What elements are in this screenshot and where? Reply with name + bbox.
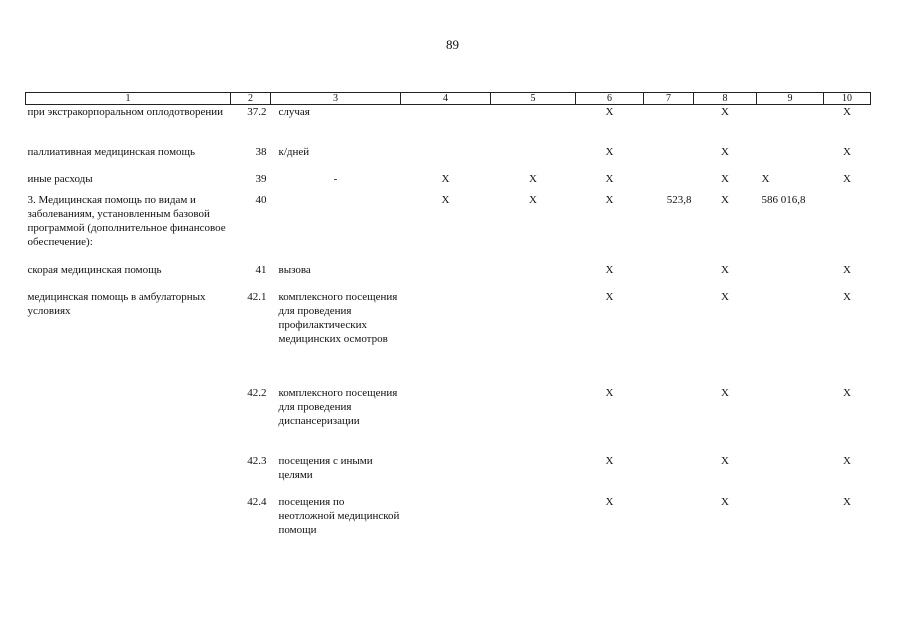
cell [757, 105, 824, 145]
cell [644, 454, 694, 495]
cell: X [605, 454, 614, 467]
cell [644, 105, 694, 145]
cell: X [843, 290, 851, 303]
row-code: 42.3 [247, 454, 267, 467]
cell [644, 386, 694, 454]
page-number: 89 [446, 37, 459, 52]
cell [644, 290, 694, 386]
cell: X [605, 193, 614, 206]
cell [757, 145, 824, 172]
cell: X [441, 172, 450, 185]
row-code: 41 [255, 263, 267, 276]
cell [757, 290, 824, 386]
unit-cell: - [333, 172, 338, 185]
cell [401, 454, 491, 495]
row-label: иные расходы [27, 172, 93, 185]
row-code: 42.4 [247, 495, 267, 508]
cell [491, 263, 576, 290]
row-code: 40 [255, 193, 267, 206]
cell [644, 495, 694, 555]
row-label [26, 495, 231, 555]
row-label [26, 386, 231, 454]
table-row [26, 290, 871, 386]
cell [491, 290, 576, 386]
row-label: скорая медицинская помощь [27, 263, 162, 276]
col-header: 6 [576, 93, 644, 105]
cell [401, 290, 491, 386]
cell [491, 105, 576, 145]
cell: X [441, 193, 450, 206]
cell: X [605, 172, 614, 185]
cell [401, 495, 491, 555]
col-header: 2 [231, 93, 271, 105]
cell: 523,8 [666, 193, 692, 206]
cell [491, 145, 576, 172]
cell: X [721, 495, 729, 508]
col-header: 7 [644, 93, 694, 105]
table-row [26, 172, 871, 193]
cell [824, 193, 871, 263]
cell: X [529, 193, 537, 206]
cell: X [605, 145, 614, 158]
col-header: 10 [824, 93, 871, 105]
table-row [26, 495, 871, 555]
unit-cell: случая [278, 106, 310, 118]
table-row [26, 145, 871, 172]
unit-cell: посещения по неотложной медицинской помощи [278, 495, 400, 536]
cell: X [761, 172, 770, 185]
cell: X [843, 106, 851, 118]
col-header: 3 [271, 93, 401, 105]
cell: X [605, 386, 614, 399]
col-header: 4 [401, 93, 491, 105]
unit-cell: вызова [278, 263, 311, 276]
data-table [25, 92, 871, 555]
cell: X [721, 290, 729, 303]
cell: X [843, 145, 851, 158]
cell: X [721, 145, 729, 158]
col-header: 9 [757, 93, 824, 105]
col-header: 8 [694, 93, 757, 105]
table-row [26, 105, 871, 145]
cell [491, 495, 576, 555]
col-header: 5 [491, 93, 576, 105]
unit-cell: к/дней [278, 145, 310, 158]
cell [401, 263, 491, 290]
cell [491, 454, 576, 495]
row-code: 37.2 [247, 106, 267, 118]
table-row [26, 193, 871, 263]
table-row [26, 386, 871, 454]
cell [757, 454, 824, 495]
cell [644, 145, 694, 172]
cell [757, 495, 824, 555]
cell [644, 263, 694, 290]
cell [401, 105, 491, 145]
cell: X [843, 495, 851, 508]
table-row [26, 454, 871, 495]
cell: X [721, 386, 729, 399]
table-row [26, 263, 871, 290]
row-code: 42.1 [247, 290, 267, 303]
row-code: 42.2 [247, 386, 267, 399]
unit-cell: комплексного посещения для проведения профилактических медицинских осмотров [278, 290, 398, 345]
unit-cell [271, 193, 401, 263]
cell: X [529, 172, 537, 185]
col-header: 1 [26, 93, 231, 105]
cell: X [843, 454, 851, 467]
unit-cell: комплексного посещения для проведения диспансеризации [278, 386, 398, 427]
cell [757, 386, 824, 454]
row-label: медицинская помощь в амбулаторных условиях [27, 290, 206, 317]
cell: X [843, 386, 851, 399]
header-row [26, 93, 871, 105]
cell [401, 145, 491, 172]
cell: X [721, 172, 729, 185]
row-code: 38 [255, 145, 267, 158]
row-label [26, 454, 231, 495]
cell [401, 386, 491, 454]
cell: X [721, 106, 729, 118]
row-label: 3. Медицинская помощь по видам и заболеваниям, установленным базовой программой (дополнительное финансовое обеспечение): [27, 193, 226, 248]
cell: X [605, 106, 614, 118]
cell [491, 386, 576, 454]
cell: 586 016,8 [761, 193, 806, 206]
cell: X [605, 263, 614, 276]
cell [757, 263, 824, 290]
row-label: при экстракорпоральном оплодотворении [27, 106, 224, 118]
row-label: паллиативная медицинская помощь [27, 145, 196, 158]
unit-cell: посещения с иными целями [278, 454, 373, 481]
row-code: 39 [255, 172, 267, 185]
cell: X [721, 263, 729, 276]
cell [644, 172, 694, 193]
cell: X [721, 454, 729, 467]
cell: X [605, 290, 614, 303]
cell: X [605, 495, 614, 508]
cell: X [843, 172, 851, 185]
cell: X [843, 263, 851, 276]
cell: X [721, 193, 729, 206]
